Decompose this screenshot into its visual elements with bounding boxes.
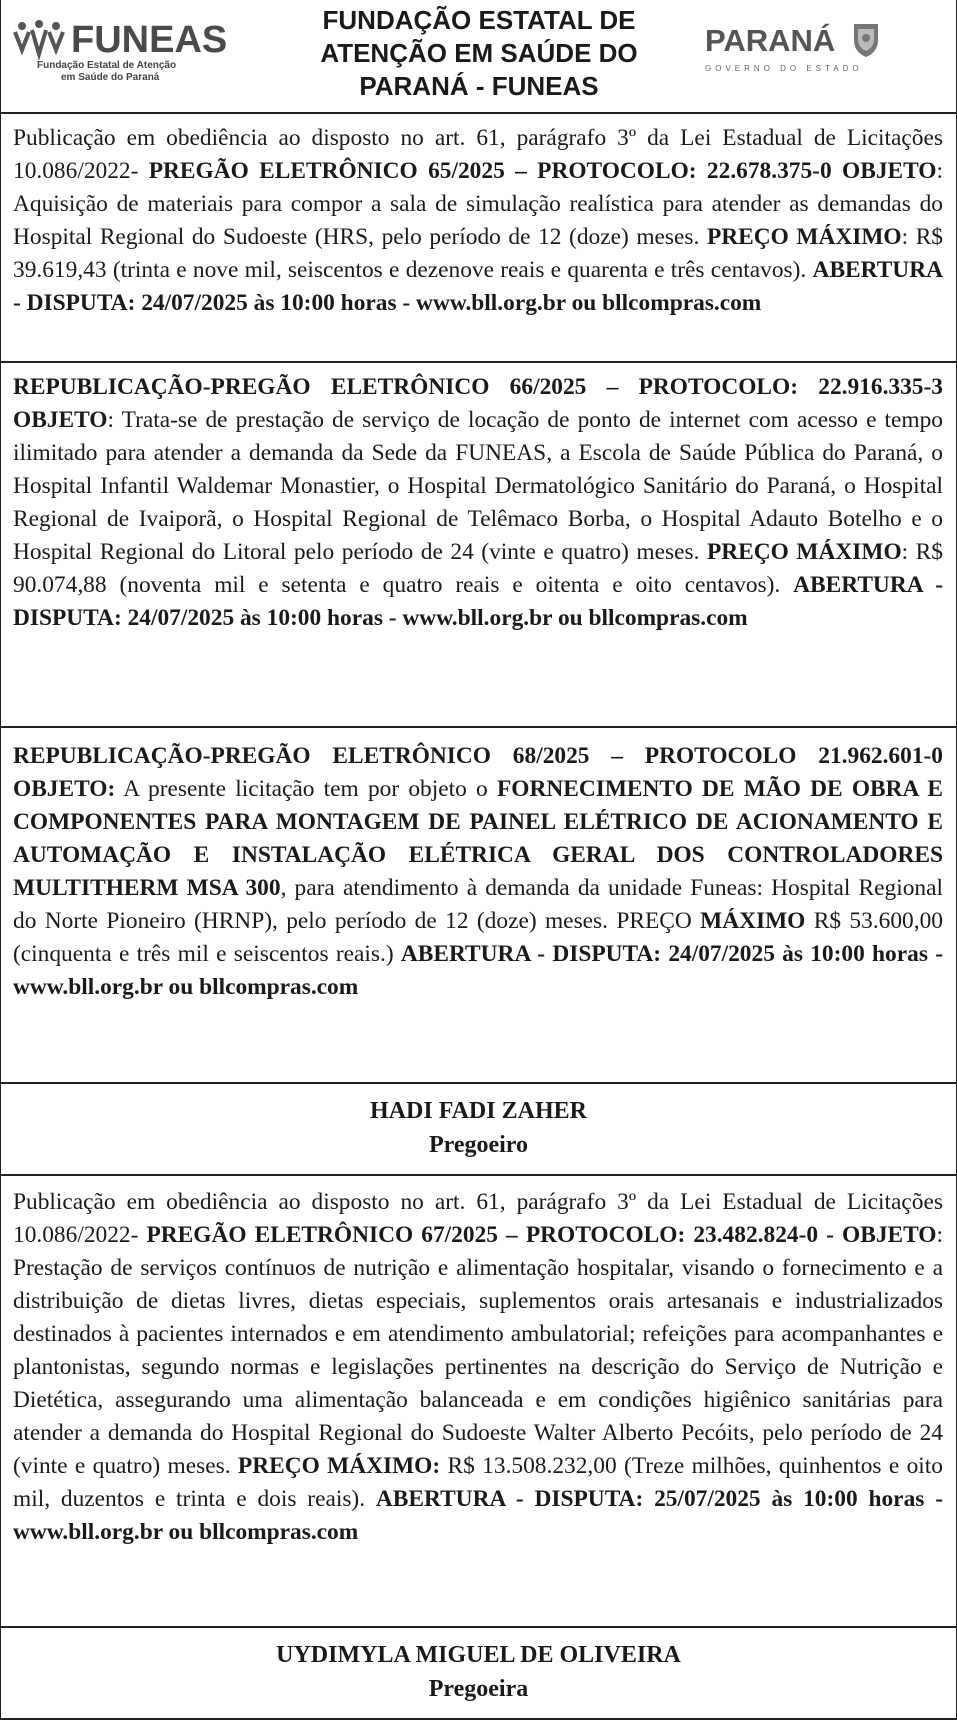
funeas-logo (13, 14, 233, 86)
notice-67-object: : Prestação de serviços contínuos de nutrição e alimentação hospitalar, visando o fornecimento e a distribuição de dietas livres, dietas especiais, suplementos orais artesanais e industrializados destinados à pacientes internados e em atendimento ambulatorial; refeições para acompanhantes e plantonistas, segundo normas e legislações pertinentes na descrição do Serviço de Nutrição e Dietética, assegurando uma alimentação balanceada e em condições higiênico sanitárias para atender a demanda do Hospital Regional do Sudoeste Walter Alberto Pecóits, pelo período de 24 (vinte e quatro) meses. (13, 1222, 943, 1479)
notice-67-intro: Publicação em obediência ao disposto no art. 61, parágrafo 3º da Lei Estadual de Licitações 10.086/2022- (13, 1189, 943, 1248)
notice-pregao-67 (1, 1176, 956, 1628)
notice-65-text (13, 122, 943, 320)
notice-68-text (13, 740, 943, 1004)
notice-68-object: FORNECIMENTO DE MÃO DE OBRA E COMPONENTES PARA MONTAGEM DE PAINEL ELÉTRICO DE ACIONAMENTO E AUTOMAÇÃO E INSTALAÇÃO ELÉTRICA GERAL DOS CONTROLADORES MULTITHERM MSA 300 (13, 776, 943, 901)
notice-pregao-65 (1, 112, 956, 363)
notice-67-text (13, 1186, 943, 1549)
funeas-tagline-2: em Saúde do Paraná (61, 72, 160, 83)
notice-67-price: R$ 13.508.232,00 (Treze milhões, quinhentos e oito mil, duzentos e trinta e dois reais). (13, 1453, 943, 1512)
notice-68-opening: ABERTURA - DISPUTA: 24/07/2025 às 10:00 horas - www.bll.org.br ou bllcompras.com (13, 941, 943, 1000)
notice-65-price-label: PREÇO MÁXIMO (706, 224, 902, 250)
parana-logo (701, 14, 901, 78)
title-line-1: FUNDAÇÃO ESTATAL DE (322, 5, 636, 35)
signer-name: UYDIMYLA MIGUEL DE OLIVEIRA (276, 1642, 681, 1668)
notice-pregao-68 (1, 728, 956, 1084)
signature-block-2 (1, 1628, 956, 1718)
notice-66-price: : R$ 90.074,88 (noventa mil e setenta e quatro reais e oitenta e oito centavos). (13, 539, 943, 598)
signer-role: Pregoeira (428, 1676, 529, 1702)
notice-66-object: : Trata-se de prestação de serviço de locação de ponto de internet com acesso e tempo ilimitado para atender a demanda da Sede da FUNEAS, a Escola de Saúde Pública do Paraná, o Hospital Infantil Waldemar Monastier, o Hospital Dermatológico Sanitário do Paraná, o Hospital Regional de Ivaiporã, o Hospital Regional de Telêmaco Borba, o Hospital Adauto Botelho e o Hospital Regional do Litoral pelo período de 24 (vinte e quatro) meses. (13, 407, 943, 565)
funeas-wordmark: FUNEAS (71, 19, 228, 61)
people-figures-icon (13, 20, 65, 60)
notice-68-intro: A presente licitação tem por objeto o (115, 776, 497, 802)
page-title (263, 4, 695, 103)
header (1, 0, 956, 114)
notice-65-price: : R$ 39.619,43 (trinta e nove mil, seiscentos e dezenove reais e quarenta e três centavos). (13, 224, 943, 283)
notice-65-intro: Publicação em obediência ao disposto no art. 61, parágrafo 3º da Lei Estadual de Licitações 10.086/2022- (13, 125, 943, 184)
notice-67-opening: ABERTURA - DISPUTA: 25/07/2025 às 10:00 horas - www.bll.org.br ou bllcompras.com (13, 1486, 943, 1545)
notice-67-heading: PREGÃO ELETRÔNICO 67/2025 – PROTOCOLO: 23.482.824-0 - OBJETO (146, 1222, 937, 1248)
parana-wordmark: PARANÁ (705, 23, 836, 58)
notice-68-price: R$ 53.600,00 (cinquenta e três mil e seiscentos reais.) (13, 908, 943, 967)
notice-66-opening: ABERTURA - DISPUTA: 24/07/2025 às 10:00 horas - www.bll.org.br ou bllcompras.com (13, 572, 943, 631)
notice-66-heading: REPUBLICAÇÃO-PREGÃO ELETRÔNICO 66/2025 – PROTOCOLO: 22.916.335-3 OBJETO (13, 374, 943, 433)
notice-65-opening: ABERTURA - DISPUTA: 24/07/2025 às 10:00 horas - www.bll.org.br ou bllcompras.com (13, 257, 943, 316)
signature-block-1 (1, 1084, 956, 1176)
signer-role: Pregoeiro (428, 1132, 529, 1158)
signer-name: HADI FADI ZAHER (370, 1098, 587, 1124)
state-crest-icon (851, 20, 881, 58)
notice-68-heading: REPUBLICAÇÃO-PREGÃO ELETRÔNICO 68/2025 – PROTOCOLO 21.962.601-0 OBJETO: (13, 743, 943, 802)
funeas-tagline-1: Fundação Estatal de Atenção (37, 60, 177, 71)
title-line-2: ATENÇÃO EM SAÚDE DO (320, 38, 638, 68)
notice-66-price-label: PREÇO MÁXIMO (706, 539, 902, 565)
notice-66-text (13, 371, 943, 635)
parana-subtitle: GOVERNO DO ESTADO (705, 64, 863, 73)
notice-68-demand: , para atendimento à demanda da unidade Funeas: Hospital Regional do Norte Pioneiro (HRNP), pelo período de 12 (doze) meses. PREÇO (13, 875, 943, 934)
notice-65-object: : Aquisição de materiais para compor a sala de simulação realística para atender as demandas do Hospital Regional do Sudoeste (HRS, pelo período de 12 (doze) meses. (13, 158, 943, 250)
notice-67-price-label: PREÇO MÁXIMO: (237, 1453, 441, 1479)
notice-68-price-label: MÁXIMO (700, 908, 806, 934)
notice-pregao-66 (1, 363, 956, 728)
title-line-3: PARANÁ - FUNEAS (359, 71, 599, 101)
notice-65-heading: PREGÃO ELETRÔNICO 65/2025 – PROTOCOLO: 22.678.375-0 OBJETO (148, 158, 937, 184)
